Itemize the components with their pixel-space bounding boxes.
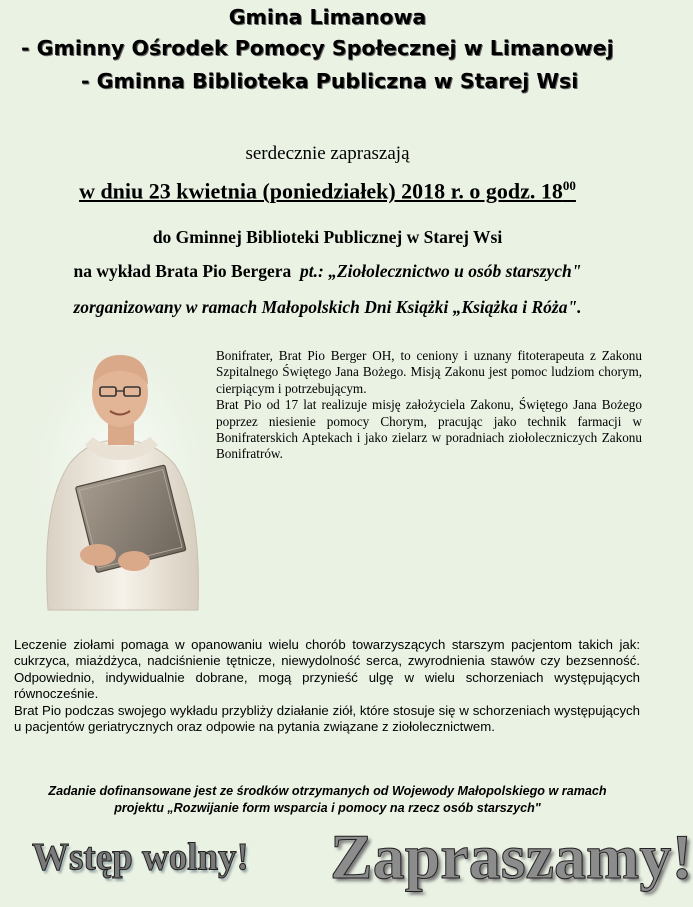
header-title: Gmina Limanowa [228, 5, 427, 29]
description-paragraph: Brat Pio podczas swojego wykładu przybliży działanie ziół, które stosuje się w schorzeniach występujących u pacjentów geriatrycznych oraz odpowie na pytania związane z ziołolecznictwem. [14, 702, 640, 735]
event-place: do Gminnej Biblioteki Publicznej w Starej Wsi [152, 227, 503, 247]
funding-note [10, 783, 645, 817]
lecture-lead: na wykład Brata Pio Bergera [73, 261, 292, 281]
event-date-minutes: 00 [562, 178, 576, 193]
welcome-banner: Zapraszamy! [330, 821, 693, 892]
funding-line: projektu „Rozwijanie form wsparcia i pomocy na rzecz osób starszych" [114, 801, 541, 815]
bio-paragraph: Bonifrater, Brat Pio Berger OH, to ceniony i uznany fitoterapeuta z Zakonu Szpitalnego Świętego Jana Bożego. Misją Zakonu jest pomoc ludziom chorym, cierpiącym i potrzebującym. [216, 348, 642, 396]
bio-paragraph: Brat Pio od 17 lat realizuje misję założyciela Zakonu, Świętego Jana Bożego poprzez niesienie pomocy Chorym, pracując jako technik farmacji w Bonifraterskich Aptekach i jako zielarz w poradniach ziołoleczniczych Zakonu Bonifratrów. [216, 397, 642, 462]
speaker-bio [216, 348, 642, 463]
invite-text: serdecznie zapraszają [245, 143, 410, 164]
lecture-line [0, 261, 655, 282]
speaker-photo [30, 345, 210, 610]
header-line-gops: - Gminny Ośrodek Pomocy Społecznej w Limanowej [21, 36, 614, 60]
free-entry-banner: Wstęp wolny! [32, 835, 249, 880]
funding-line: Zadanie dofinansowane jest ze środków otrzymanych od Wojewody Małopolskiego w ramach [48, 784, 607, 798]
header-line-library: - Gminna Biblioteka Publiczna w Starej Wsi [81, 69, 579, 93]
organized-line: zorganizowany w ramach Małopolskich Dni Książki „Książka i Róża". [73, 297, 582, 317]
lecture-title: pt.: „Ziołolecznictwo u osób starszych" [300, 261, 582, 281]
event-date-main: w dniu 23 kwietnia (poniedziałek) 2018 r. o godz. 18 [79, 178, 563, 204]
herbal-description [14, 637, 640, 735]
description-paragraph: Leczenie ziołami pomaga w opanowaniu wielu chorób towarzyszących starszym pacjentom takich jak: cukrzyca, miażdżyca, nadciśnienie tętnicze, niewydolność serca, zwyrodnienia stawów czy bezsenność. Odpowiednio, indywidualnie dobrane, mogą przynieść ulgę w wielu schorzeniach występujących równocześnie. [14, 637, 640, 702]
event-date [0, 178, 655, 204]
